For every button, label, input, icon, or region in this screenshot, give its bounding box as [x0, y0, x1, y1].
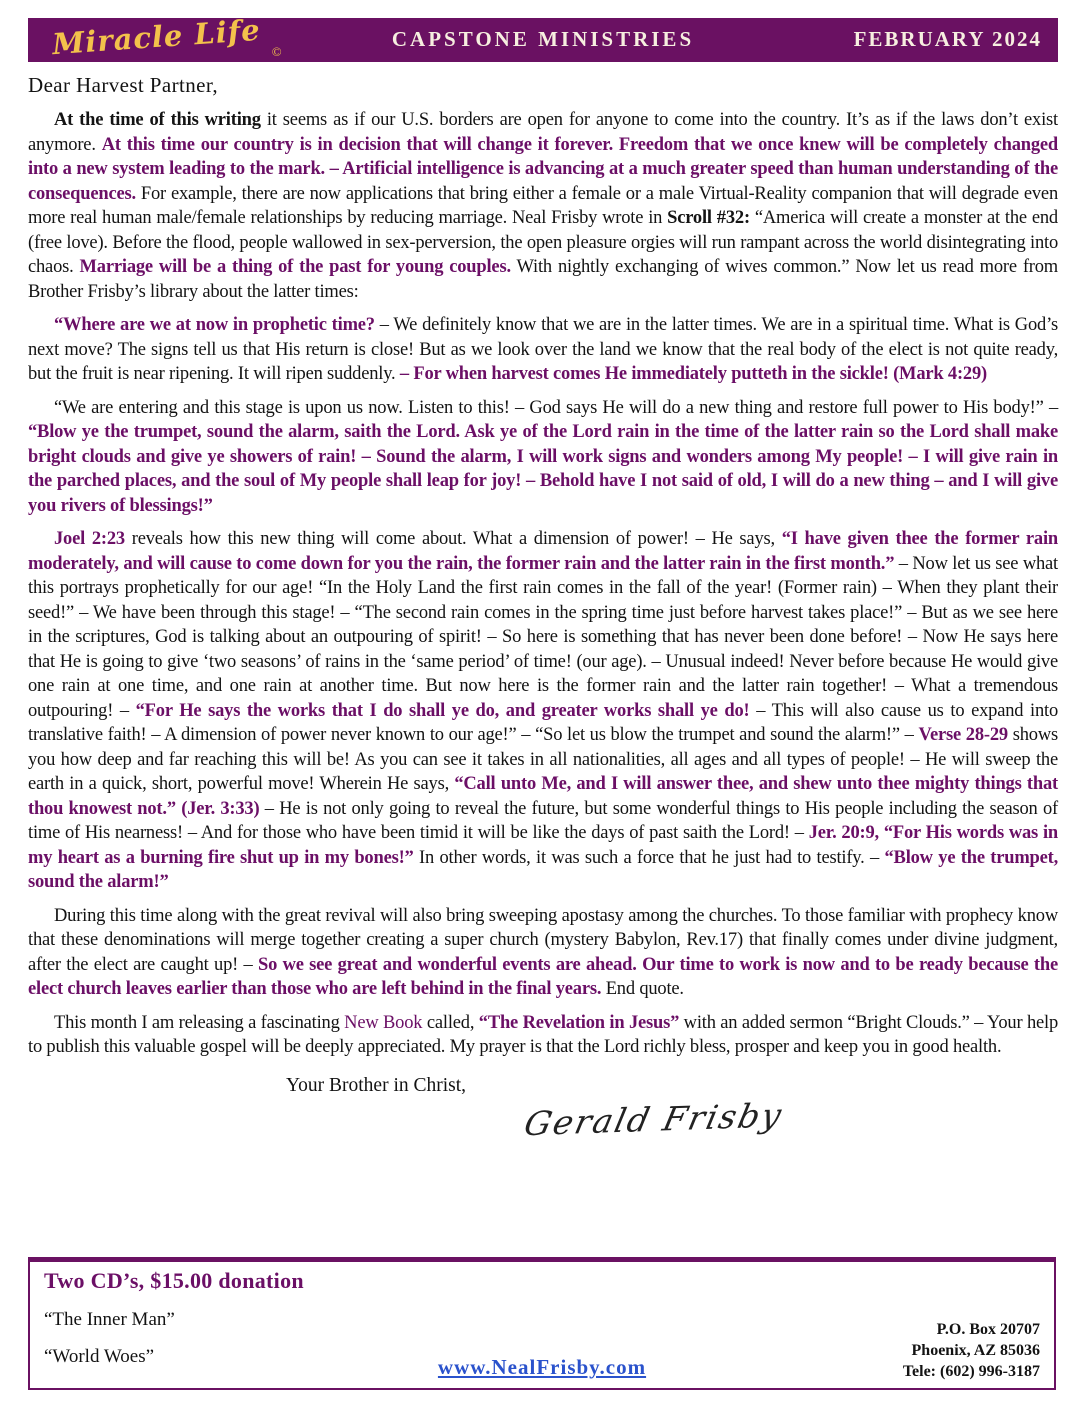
paragraph: During this time along with the great revival will also bring sweeping apostasy among the churches. To those familiar with prophecy know that these denominations will merge together creating a super church (mystery Babylon, Rev.17) that finally comes under divine judgment, after the elect are caught up! – So we see great and wonderful events are ahead. Our time to work is now and to be ready because the elect church leaves earlier than those who are left behind in the final years. End quote.: [28, 905, 1058, 999]
paragraph: This month I am releasing a fascinating New Book called, “The Revelation in Jesus” with an added sermon “Bright Clouds.” – Your help to publish this valuable gospel will be deeply appreciated. My prayer is that the Lord richly bless, prosper and keep you in good health.: [28, 1012, 1058, 1057]
newsletter-title: CAPSTONE MINISTRIES: [391, 27, 695, 51]
cd-offer-title: Two CD’s, $15.00 donation: [44, 1268, 304, 1293]
paragraph: “We are entering and this stage is upon us now. Listen to this! – God says He will do a new thing and restore full power to His body!” – “Blow ye the trumpet, sound the alarm, saith the Lord. Ask ye of the Lord rain in the time of the latter rain so the Lord shall make bright clouds and give ye showers of rain! – Sound the alarm, I will work signs and wonders among My people! – I will give rain in the parched places, and the soul of My people shall leap for joy! – Behold have I not said of old, I will do a new thing – and I will give you rivers of blessings!”: [28, 397, 1058, 516]
address-line-po-box: P.O. Box 20707: [936, 1321, 1040, 1338]
issue-date: FEBRUARY 2024: [853, 27, 1042, 51]
footer-box: [28, 1257, 1056, 1390]
cd-title-world-woes: “World Woes”: [44, 1346, 155, 1367]
address-line-phone: Tele: (602) 996-3187: [902, 1363, 1040, 1380]
closing-line: Your Brother in Christ,: [286, 1074, 467, 1096]
signature: Gerald Frisby: [520, 1094, 787, 1143]
address-block: [903, 1319, 1040, 1382]
paragraph: Joel 2:23 reveals how this new thing will come about. What a dimension of power! – He says, “I have given thee the former rain moderately, and will cause to come down for you the rain, the former rain and the latter rain in the first month.” – Now let us see what this portrays prophetically for our age! “In the Holy Land the first rain comes in the fall of the year! (Former rain) – When they plant their seed!” – We have been through this stage! – “The second rain comes in the spring time just before harvest takes place!” – But as we see here in the scriptures, God is talking about an outpouring of spirit! – So here is something that has never been done before! – Now He says here that He is going to give ‘two seasons’ of rains in the ‘same period’ of time! (our age). – Unusual indeed! Never before because He would give one rain at one time, and one rain at another time. But now here is the former rain and the latter rain together! – What a tremendous outpouring! – “For He says the works that I do shall ye do, and greater works shall ye do! – This will also cause us to expand into translative faith! – A dimension of power never known to our age!” – “So let us blow the trumpet and sound the alarm!” – Verse 28-29 shows you how deep and far reaching this will be! As you can see it takes in all nationalities, all ages and all types of people! – He will sweep the earth in a quick, short, powerful move! Wherein He says, “Call unto Me, and I will answer thee, and shew unto thee mighty things that thou knowest not.” (Jer. 3:33) – He is not only going to reveal the future, but some wonderful things to His people including the season of time of His nearness! – And for those who have been timid it will be like the days of past saith the Lord! – Jer. 20:9, “For His words was in my heart as a burning fire shut up in my bones!” In other words, it was such a force that he just had to testify. – “Blow ye the trumpet, sound the alarm!”: [28, 529, 1059, 892]
copyright-icon: ©: [271, 44, 282, 59]
paragraph: At the time of this writing it seems as if our U.S. borders are open for anyone to come into the country. It’s as if the laws don’t exist anymore. At this time our country is in decision that will change it forever. Freedom that we once knew will be completely changed into a new system leading to the mark. – Artificial intelligence is advancing at a much greater speed than human understanding of the consequences. For example, there are now applications that bring either a female or a male Virtual-Reality companion that will degrade even more real human male/female relationships by reducing marriage. Neal Frisby wrote in Scroll #32: “America will create a monster at the end (free love). Before the flood, people wallowed in sex-perversion, the open pleasure orgies will run rampant across the world disintegrating into chaos. Marriage will be a thing of the past for young couples. With nightly exchanging of wives common.” Now let us read more from Brother Frisby’s library about the latter times:: [28, 110, 1058, 302]
cd-title-inner-man: “The Inner Man”: [44, 1309, 175, 1330]
address-line-city: Phoenix, AZ 85036: [911, 1342, 1040, 1359]
logo-text: Miracle Life: [51, 12, 262, 62]
salutation: Dear Harvest Partner,: [28, 73, 219, 97]
paragraph: “Where are we at now in prophetic time? – We definitely know that we are in the latter times. We are in a spiritual time. What is God’s next move? The signs tell us that His return is close! But as we look over the land we know that the real body of the elect is not quite ready, but the fruit is near ripening. It will ripen suddenly. – For when harvest comes He immediately putteth in the sickle! (Mark 4:29): [28, 315, 1059, 384]
header-bar: [28, 12, 1058, 62]
letter-paragraphs: [28, 108, 1058, 1069]
website-link[interactable]: www.NealFrisby.com: [437, 1355, 647, 1379]
